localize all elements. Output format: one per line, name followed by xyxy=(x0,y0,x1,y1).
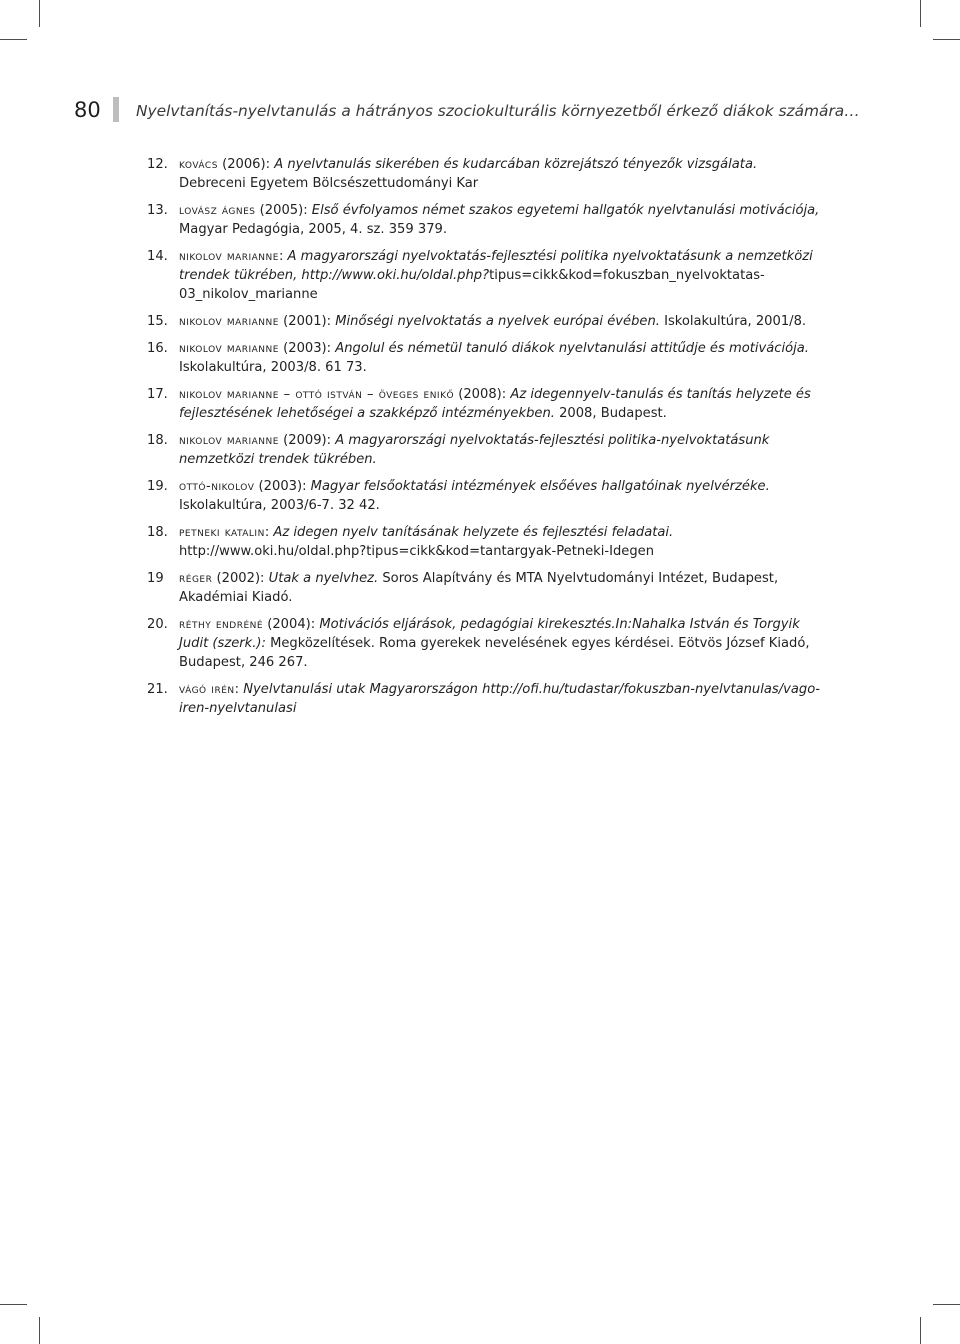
reference-details: Iskolakultúra, 2003/8. 61 73. xyxy=(179,360,367,375)
reference-number: 20. xyxy=(147,617,168,632)
reference-item xyxy=(147,477,827,515)
reference-number: 18. xyxy=(147,525,168,540)
reference-title: Minőségi nyelvoktatás a nyelvek európai évében. xyxy=(335,314,660,329)
reference-number: 16. xyxy=(147,341,168,356)
reference-title: A nyelvtanulás sikerében és kudarcában közrejátszó tényezők vizsgálata. xyxy=(274,157,758,172)
reference-list xyxy=(147,155,827,726)
reference-title: Az idegennyelv-tanulás és tanítás helyzete és fejlesztésének lehetőségei a szakképző intézményekben. xyxy=(179,387,811,421)
reference-title: Motivációs eljárások, pedagógiai kirekesztés.In:Nahalka István és Torgyik Judit (szerk.): xyxy=(179,617,800,651)
crop-mark-top-left-h xyxy=(0,39,27,40)
reference-item xyxy=(147,155,827,193)
reference-item xyxy=(147,385,827,423)
reference-item xyxy=(147,247,827,304)
page-number: 80 xyxy=(74,98,101,122)
crop-mark-bottom-left xyxy=(39,1317,40,1344)
crop-mark-top-left xyxy=(39,0,40,27)
reference-item xyxy=(147,680,827,718)
reference-year: : xyxy=(264,525,274,540)
reference-details: tipus=cikk&kod=fokuszban_nyelvoktatas-03_nikolov_marianne xyxy=(179,268,765,302)
crop-mark-bottom-right xyxy=(920,1317,921,1344)
reference-author: vágó irén xyxy=(179,682,235,697)
reference-item xyxy=(147,523,827,561)
reference-details: Debreceni Egyetem Bölcsészettudományi Kar xyxy=(179,176,479,191)
crop-mark-bottom-left-h xyxy=(0,1304,27,1305)
reference-title: Az idegen nyelv tanításának helyzete és fejlesztési feladatai. xyxy=(273,525,674,540)
reference-item xyxy=(147,339,827,377)
reference-author: kovács xyxy=(179,157,218,172)
crop-mark-top-right-h xyxy=(933,39,960,40)
page-header xyxy=(0,97,960,125)
reference-item xyxy=(147,569,827,607)
reference-author: ottó-nikolov xyxy=(179,479,255,494)
reference-details: Iskolakultúra, 2001/8. xyxy=(659,314,807,329)
reference-number: 21. xyxy=(147,682,168,697)
reference-year: (2008): xyxy=(454,387,511,402)
running-title: Nyelvtanítás-nyelvtanulás a hátrányos szociokulturális környezetből érkező diákok számára… xyxy=(136,102,860,120)
reference-year: (2009): xyxy=(278,433,336,448)
reference-number: 15. xyxy=(147,314,168,329)
reference-title: Magyar felsőoktatási intézmények elsőéves hallgatóinak nyelvérzéke. xyxy=(310,479,770,494)
reference-title: A magyarországi nyelvoktatás-fejlesztési politika nyelvoktatásunk a nemzetközi trendek tükrében, http://www.oki.hu/oldal.php? xyxy=(179,249,813,283)
reference-number: 17. xyxy=(147,387,168,402)
reference-year: (2006): xyxy=(217,157,275,172)
reference-author: nikolov marianne xyxy=(179,249,279,264)
reference-details: http://www.oki.hu/oldal.php?tipus=cikk&kod=tantargyak-Petneki-Idegen xyxy=(179,544,655,559)
reference-item xyxy=(147,615,827,672)
reference-number: 18. xyxy=(147,433,168,448)
reference-title: Első évfolyamos német szakos egyetemi hallgatók nyelvtanulási motivációja, xyxy=(311,203,820,218)
header-divider-bar xyxy=(113,97,119,122)
reference-item xyxy=(147,201,827,239)
reference-number: 12. xyxy=(147,157,168,172)
reference-year: : xyxy=(278,249,288,264)
reference-number: 19. xyxy=(147,479,168,494)
reference-year: (2003): xyxy=(254,479,311,494)
reference-title: Angolul és németül tanuló diákok nyelvtanulási attitűdje és motivációja. xyxy=(335,341,809,356)
reference-number: 13. xyxy=(147,203,168,218)
reference-author: petneki katalin xyxy=(179,525,265,540)
reference-details: Magyar Pedagógia, 2005, 4. sz. 359 379. xyxy=(179,222,448,237)
reference-item xyxy=(147,312,827,331)
reference-number: 14. xyxy=(147,249,168,264)
reference-author: réger xyxy=(179,571,213,586)
reference-year: : xyxy=(234,682,244,697)
reference-item xyxy=(147,431,827,469)
reference-year: (2003): xyxy=(278,341,336,356)
reference-details: Megközelítések. Roma gyerekek nevelésének egyes kérdései. Eötvös József Kiadó, Budapest, 246 267. xyxy=(179,636,810,670)
reference-details: Soros Alapítvány és MTA Nyelvtudományi Intézet, Budapest, Akadémiai Kiadó. xyxy=(179,571,779,605)
reference-author: réthy endréné xyxy=(179,617,264,632)
reference-year: (2004): xyxy=(263,617,320,632)
reference-year: (2001): xyxy=(278,314,336,329)
reference-details: 2008, Budapest. xyxy=(554,406,667,421)
crop-mark-top-right xyxy=(920,0,921,27)
reference-year: (2002): xyxy=(212,571,269,586)
reference-details: Iskolakultúra, 2003/6-7. 32 42. xyxy=(179,498,380,513)
reference-number: 19 xyxy=(147,571,164,586)
reference-title: A magyarországi nyelvoktatás-fejlesztési politika-nyelvoktatásunk nemzetközi trendek tükrében. xyxy=(179,433,770,467)
reference-year: (2005): xyxy=(255,203,312,218)
reference-title: Utak a nyelvhez. xyxy=(268,571,379,586)
reference-author: nikolov marianne xyxy=(179,433,279,448)
crop-mark-bottom-right-h xyxy=(933,1304,960,1305)
reference-author: nikolov marianne xyxy=(179,314,279,329)
reference-author: nikolov marianne xyxy=(179,341,279,356)
reference-title: Nyelvtanulási utak Magyarországon http://ofi.hu/tudastar/fokuszban-nyelvtanulas/vago-iren-nyelvtanulasi xyxy=(179,682,820,716)
reference-author: nikolov marianne – ottó istván – öveges enikő xyxy=(179,387,455,402)
reference-author: lovász ágnes xyxy=(179,203,256,218)
